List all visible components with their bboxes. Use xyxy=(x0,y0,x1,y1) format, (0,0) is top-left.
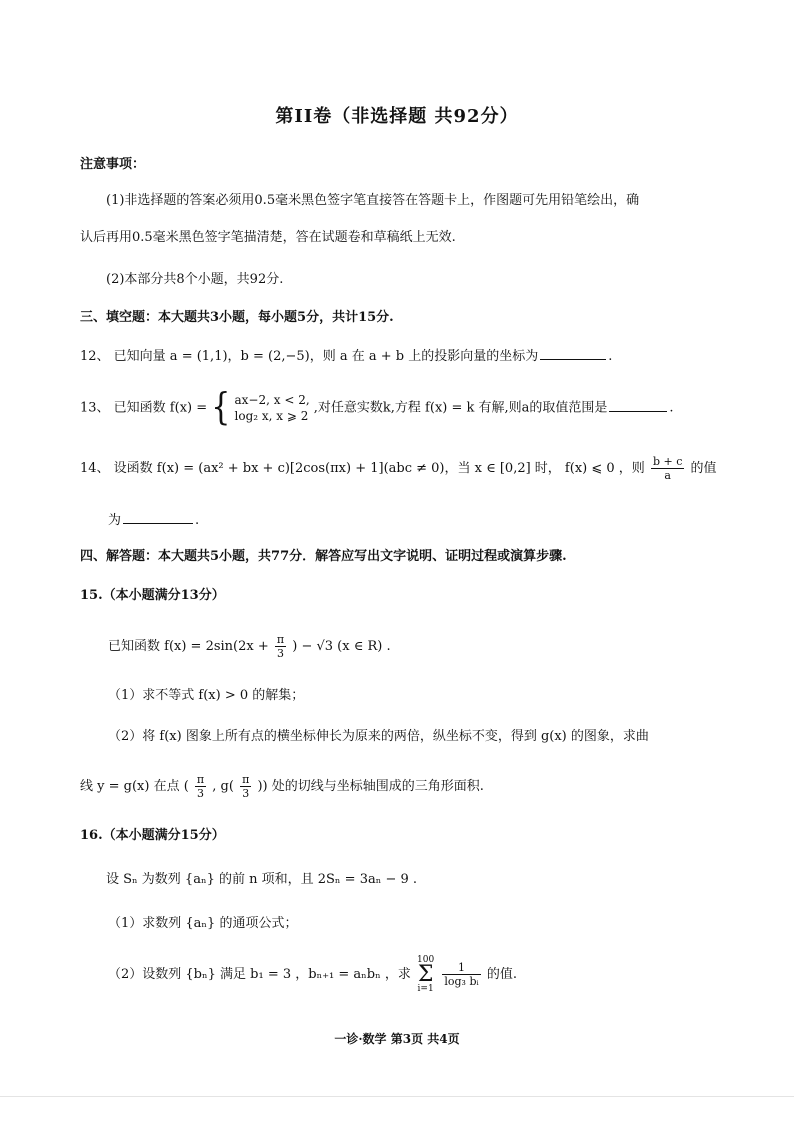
q12-text: 12、 已知向量 a = (1,1)，b = (2,−5)，则 a 在 a + b 上的投影向量的坐标为 xyxy=(80,349,539,364)
q15-stem-prefix: 已知函数 f(x) = 2sin(2x + xyxy=(108,639,269,654)
q14-end: . xyxy=(195,513,200,528)
q13-suffix: ,对任意实数k,方程 f(x) = k 有解,则a的取值范围是 xyxy=(313,400,608,416)
frac-numerator: π xyxy=(276,633,285,646)
frac-numerator: b + c xyxy=(652,455,683,468)
question-14 xyxy=(80,452,717,486)
q16-part2-prefix: （2）设数列 {bₙ} 满足 b₁ = 3 ，bₙ₊₁ = aₙbₙ ，求 xyxy=(108,967,411,982)
answer-blank xyxy=(540,346,606,360)
frac-denominator: 3 xyxy=(242,787,250,800)
q16-part1: （1）求数列 {aₙ} 的通项公式； xyxy=(108,916,298,931)
frac-denominator: log₃ bᵢ xyxy=(444,975,479,988)
summation xyxy=(417,956,434,994)
question-14-line2 xyxy=(108,510,199,531)
notes-item1-line2: 认后再用0.5毫米黑色签字笔描清楚，答在试题卷和草稿纸上无效. xyxy=(80,230,456,245)
fraction-pi-over-3 xyxy=(195,773,206,800)
q14-text: 14、 设函数 f(x) = (ax² + bx + c)[2cos(πx) + 1](abc ≠ 0)，当 x ∈ [0,2] 时， f(x) ⩽ 0 ，则 xyxy=(80,461,645,476)
q15-part2-mid: , g( xyxy=(212,779,234,794)
q13-prefix: 13、 已知函数 f(x) = xyxy=(80,400,208,416)
frac-numerator: π xyxy=(196,773,205,786)
frac-denominator: a xyxy=(664,469,671,482)
section3-heading: 三、填空题：本大题共3小题，每小题5分，共计15分. xyxy=(80,310,394,325)
case-2: log₂ x, x ⩾ 2 xyxy=(234,408,309,423)
q14-line2: 为 xyxy=(108,513,122,528)
frac-numerator: 1 xyxy=(442,961,480,975)
sum-upper-limit: 100 xyxy=(417,954,435,965)
page-edge-divider xyxy=(0,1096,794,1097)
notes-heading: 注意事项： xyxy=(80,157,146,172)
q14-after: 的值 xyxy=(690,461,717,476)
q15-part2-prefix: 线 y = g(x) 在点 ( xyxy=(80,779,189,794)
q16-part2-suffix: 的值. xyxy=(486,967,517,982)
question-12 xyxy=(80,346,612,367)
q15-part1: （1）求不等式 f(x) > 0 的解集； xyxy=(108,688,305,703)
fraction-b-plus-c-over-a xyxy=(651,455,684,482)
sum-lower-limit: i=1 xyxy=(417,983,434,994)
q15-stem-suffix: ) − √3 (x ∈ R) . xyxy=(292,639,391,654)
q15-part2-suffix: )) 处的切线与坐标轴围成的三角形面积. xyxy=(257,779,484,794)
notes-item1-line1: (1)非选择题的答案必须用0.5毫米黑色签字笔直接答在答题卡上，作图题可先用铅笔绘出，确 xyxy=(106,193,640,208)
q16-stem: 设 Sₙ 为数列 {aₙ} 的前 n 项和，且 2Sₙ = 3aₙ − 9 . xyxy=(106,872,418,887)
question-13 xyxy=(80,385,674,429)
q15-part2-line2 xyxy=(80,770,484,804)
q16-part2 xyxy=(108,955,517,995)
q15-stem xyxy=(108,630,391,664)
page-title: 第II卷（非选择题 共92分） xyxy=(275,106,519,127)
case-1: ax−2, x < 2, xyxy=(234,392,310,407)
fraction-one-over-log xyxy=(442,961,480,988)
section4-heading: 四、解答题：本大题共5小题，共77分．解答应写出文字说明、证明过程或演算步骤. xyxy=(80,549,567,564)
left-brace: { xyxy=(211,385,231,429)
page-footer: 一诊·数学 第3页 共4页 xyxy=(334,1032,460,1046)
fraction-pi-over-3 xyxy=(275,633,286,660)
q12-end: . xyxy=(608,349,613,364)
notes-item2: (2)本部分共8个小题，共92分. xyxy=(106,272,284,287)
q16-heading: 16.（本小题满分15分） xyxy=(80,828,225,843)
sigma-icon: Σ xyxy=(417,961,434,987)
piecewise-function xyxy=(211,385,310,429)
q13-end: . xyxy=(669,400,674,416)
q15-heading: 15.（本小题满分13分） xyxy=(80,588,225,603)
frac-denominator: 3 xyxy=(197,787,205,800)
frac-numerator: π xyxy=(242,773,250,786)
frac-denominator: 3 xyxy=(277,647,284,660)
fraction-pi-over-3 xyxy=(240,773,251,800)
answer-blank xyxy=(123,510,193,524)
q15-part2-line1: （2）将 f(x) 图象上所有点的横坐标伸长为原来的两倍，纵坐标不变，得到 g(x) 的图象，求曲 xyxy=(108,729,649,744)
answer-blank xyxy=(609,398,667,412)
